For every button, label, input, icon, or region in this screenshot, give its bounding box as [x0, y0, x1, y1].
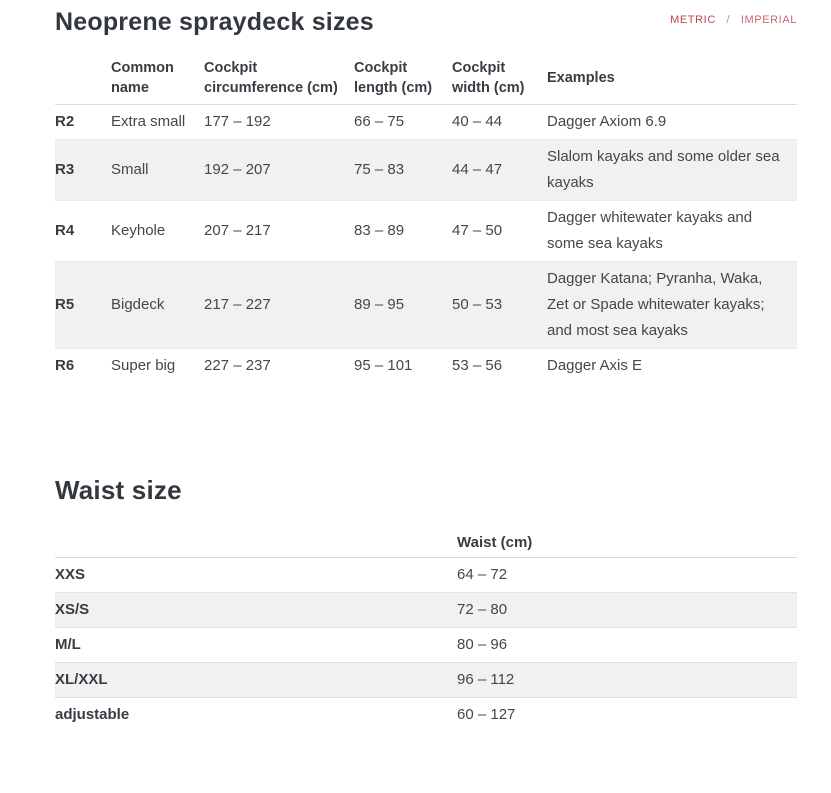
col-header-width: Cockpit width (cm)	[452, 53, 547, 105]
cell-examples: Dagger whitewater kayaks and some sea kayaks	[547, 209, 753, 252]
cell-circumference: 207 – 217	[204, 222, 271, 239]
col-header-examples: Examples	[547, 53, 797, 105]
unit-toggle	[670, 14, 797, 26]
waist-size-label: XL/XXL	[55, 671, 108, 688]
table-row	[55, 593, 797, 628]
cell-code: R4	[55, 222, 75, 239]
cell-length: 95 – 101	[354, 357, 413, 374]
cell-width: 40 – 44	[452, 113, 503, 130]
cell-code: R5	[55, 296, 75, 313]
cell-length: 83 – 89	[354, 222, 405, 239]
imperial-link[interactable]: IMPERIAL	[740, 14, 797, 26]
cell-circumference: 217 – 227	[204, 296, 271, 313]
col-header-length: Cockpit length (cm)	[354, 53, 452, 105]
metric-link[interactable]: METRIC	[670, 14, 716, 26]
table-row	[55, 698, 797, 733]
waist-size-label: XXS	[55, 566, 86, 583]
spraydeck-header-row	[55, 53, 797, 105]
col-header-waist-cm: Waist (cm)	[457, 530, 797, 558]
cell-examples: Dagger Katana; Pyranha, Waka, Zet or Spade whitewater kayaks; and most sea kayaks	[547, 270, 765, 339]
table-row	[55, 140, 797, 201]
table-row	[55, 628, 797, 663]
col-header-circumference: Cockpit circumference (cm)	[204, 53, 354, 105]
table-row	[55, 558, 797, 593]
waist-size-title: Waist size	[55, 475, 182, 505]
cell-code: R6	[55, 357, 75, 374]
cell-circumference: 227 – 237	[204, 357, 271, 374]
cell-length: 89 – 95	[354, 296, 405, 313]
spraydeck-size-table	[55, 53, 797, 383]
page-title: Neoprene spraydeck sizes	[55, 8, 374, 36]
cell-common-name: Keyhole	[111, 222, 166, 239]
unit-toggle-separator: /	[726, 14, 731, 26]
cell-examples: Dagger Axis E	[547, 357, 643, 374]
col-header-code	[55, 53, 111, 105]
waist-size-table	[55, 530, 797, 732]
table-row	[55, 262, 797, 349]
table-row	[55, 105, 797, 140]
waist-size-label: adjustable	[55, 706, 130, 723]
waist-value: 96 – 112	[457, 671, 515, 688]
waist-value: 72 – 80	[457, 601, 508, 618]
waist-value: 64 – 72	[457, 566, 508, 583]
cell-code: R3	[55, 161, 75, 178]
cell-length: 75 – 83	[354, 161, 405, 178]
table-row	[55, 663, 797, 698]
cell-length: 66 – 75	[354, 113, 405, 130]
waist-header-row	[55, 530, 797, 558]
cell-width: 53 – 56	[452, 357, 503, 374]
waist-value: 80 – 96	[457, 636, 508, 653]
cell-examples: Slalom kayaks and some older sea kayaks	[547, 148, 780, 191]
cell-code: R2	[55, 113, 75, 130]
cell-width: 47 – 50	[452, 222, 503, 239]
cell-width: 50 – 53	[452, 296, 503, 313]
table-row	[55, 349, 797, 384]
cell-common-name: Super big	[111, 357, 176, 374]
cell-common-name: Bigdeck	[111, 296, 165, 313]
waist-value: 60 – 127	[457, 706, 516, 723]
page-header	[55, 8, 797, 37]
cell-circumference: 177 – 192	[204, 113, 271, 130]
waist-size-label: M/L	[55, 636, 81, 653]
waist-size-label: XS/S	[55, 601, 90, 618]
cell-examples: Dagger Axiom 6.9	[547, 113, 667, 130]
col-header-common-name: Common name	[111, 53, 204, 105]
table-row	[55, 201, 797, 262]
cell-common-name: Extra small	[111, 113, 186, 130]
cell-circumference: 192 – 207	[204, 161, 271, 178]
cell-common-name: Small	[111, 161, 149, 178]
col-header-empty	[55, 530, 457, 558]
cell-width: 44 – 47	[452, 161, 503, 178]
